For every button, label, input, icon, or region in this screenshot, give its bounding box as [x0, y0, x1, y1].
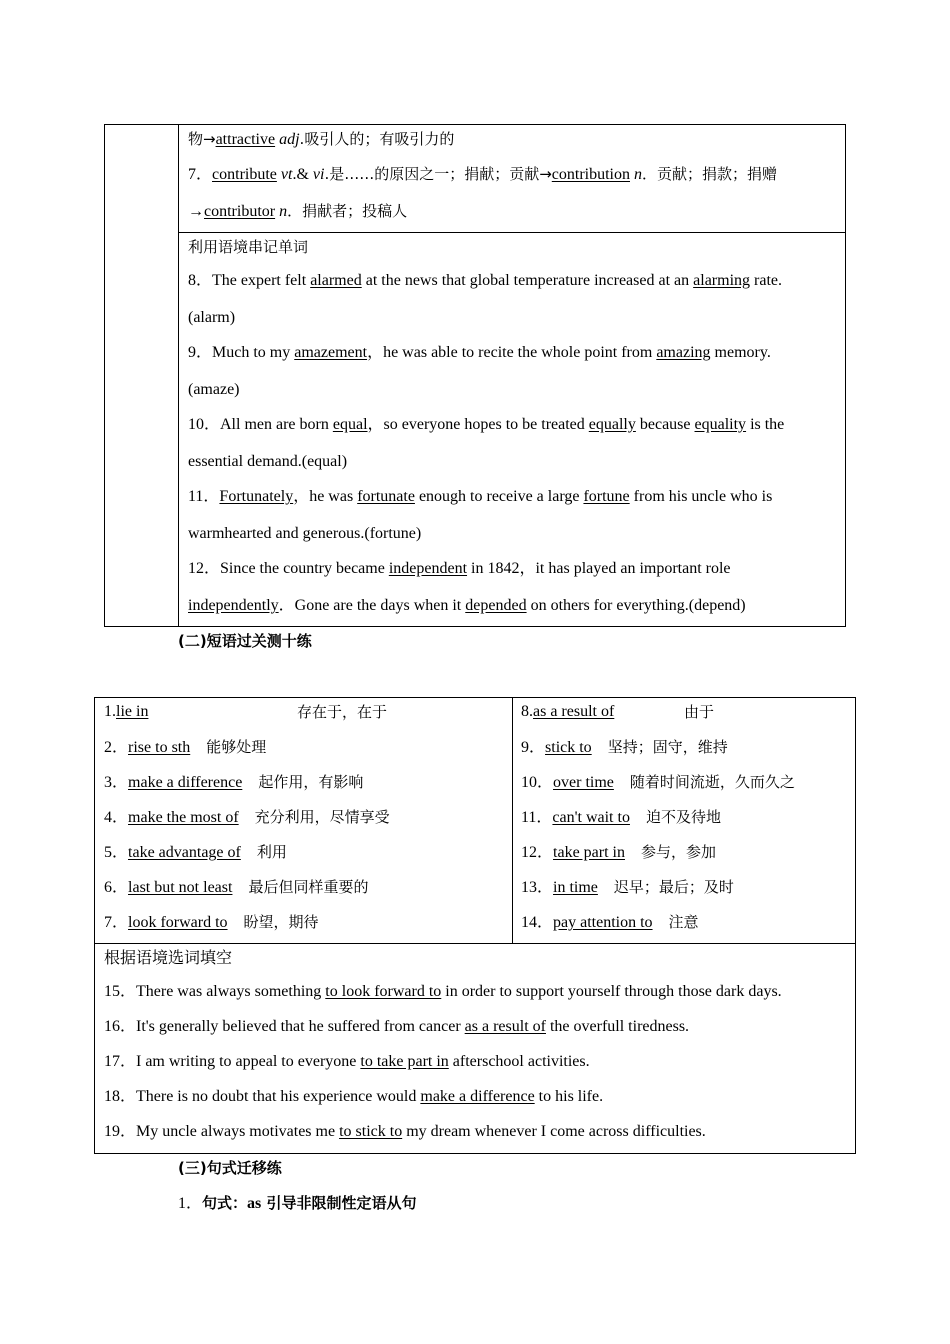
phrase-item: 7．look forward to 盼望，期待 [104, 913, 319, 931]
phrase-item: 11．can't wait to 迫不及待地 [521, 808, 721, 826]
vocabulary-table-divider [179, 232, 845, 233]
phrase-item: 14．pay attention to 注意 [521, 913, 699, 931]
sentence-8: 8．The expert felt alarmed at the news that global temperature increased at an alarming rate. [188, 272, 782, 289]
vocabulary-table-left-column [105, 125, 179, 626]
sentence-12: 12．Since the country became independent in 1842，it has played an important role [188, 560, 731, 577]
fill-sentence: 19．My uncle always motivates me to stick to my dream whenever I come across difficulties. [104, 1123, 706, 1140]
vocab-line-contributor: →contributor n．捐献者；投稿人 [188, 202, 408, 220]
fill-section-title: 根据语境选词填空 [104, 948, 233, 967]
sentence-pattern-item: 1．句式：as 引导非限制性定语从句 [178, 1194, 417, 1212]
sentence-9: 9．Much to my amazement，he was able to recite the whole point from amazing memory. [188, 344, 771, 361]
phrase-item: 8.as a result of [521, 703, 615, 720]
phrase-section-title: (二)短语过关测十练 [178, 632, 312, 650]
sentence-12-continued: independently．Gone are the days when it depended on others for everything.(depend) [188, 597, 746, 614]
vocabulary-table [104, 124, 846, 627]
phrase-item: 3．make a difference 起作用，有影响 [104, 773, 364, 791]
fill-sentence: 15．There was always something to look forward to in order to support yourself through those dark days. [104, 983, 782, 1000]
vocab-line-attractive: 物→attractive adj.吸引人的；有吸引力的 [188, 130, 455, 148]
sentence-11-continued: warmhearted and generous.(fortune) [188, 525, 422, 542]
sentence-10: 10．All men are born equal，so everyone hopes to be treated equally because equality is the [188, 416, 785, 433]
phrase-meaning: 由于 [684, 703, 715, 721]
phrase-table [94, 697, 856, 1154]
phrase-item: 6．last but not least 最后但同样重要的 [104, 878, 369, 896]
phrase-table-column-divider [512, 698, 513, 944]
fill-sentence: 18．There is no doubt that his experience would make a difference to his life. [104, 1088, 604, 1105]
sentence-8-hint: (alarm) [188, 309, 236, 326]
phrase-item: 10．over time 随着时间流逝，久而久之 [521, 773, 795, 791]
phrase-item: 4．make the most of 充分利用，尽情享受 [104, 808, 390, 826]
sentence-section-title: (三)句式迁移练 [178, 1159, 282, 1177]
vocab-line-contribute: 7．contribute vt.& vi.是……的原因之一；捐献；贡献→contribution n．贡献；捐款；捐赠 [188, 165, 778, 183]
phrase-item: 1.lie in [104, 703, 149, 720]
phrase-item: 13．in time 迟早；最后；及时 [521, 878, 734, 896]
vocab-section-title: 利用语境串记单词 [188, 238, 309, 256]
phrase-table-row-divider [95, 943, 855, 944]
sentence-9-hint: (amaze) [188, 381, 240, 398]
fill-sentence: 17．I am writing to appeal to everyone to take part in afterschool activities. [104, 1053, 590, 1070]
phrase-item: 12．take part in 参与，参加 [521, 843, 716, 861]
phrase-item: 5．take advantage of 利用 [104, 843, 287, 861]
phrase-meaning: 存在于，在于 [297, 703, 388, 721]
sentence-10-continued: essential demand.(equal) [188, 453, 348, 470]
fill-sentence: 16．It's generally believed that he suffered from cancer as a result of the overfull tiredness. [104, 1018, 690, 1035]
sentence-11: 11．Fortunately，he was fortunate enough to receive a large fortune from his uncle who is [188, 488, 773, 505]
phrase-item: 2．rise to sth 能够处理 [104, 738, 267, 756]
phrase-item: 9．stick to 坚持；固守，维持 [521, 738, 728, 756]
